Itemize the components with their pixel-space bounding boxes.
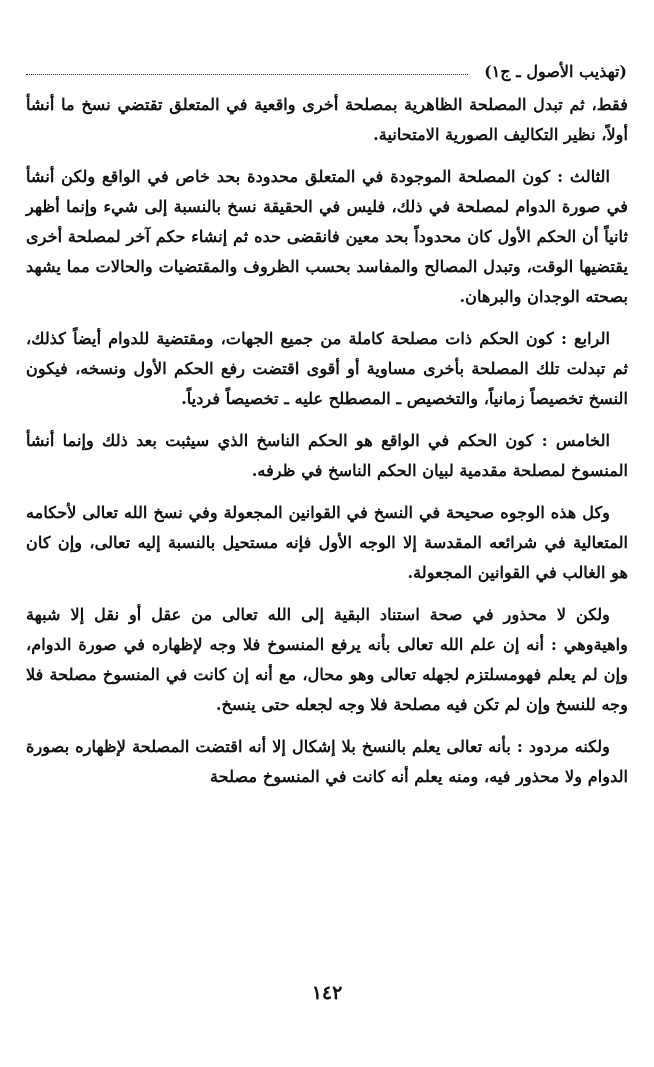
- paragraph-third: الثالث : كون المصلحة الموجودة في المتعلق محدودة بحد خاص في الواقع ولكن أنشأ في صورة الدوام لمصلحة في ذلك، فليس في الحقيقة نسخ بالنسبة إلى شيء وإنما أظهر ثانياً أن الحكم الأول كان محدوداً بحد معين فانقضى حده ثم إنشاء حكم آخر لمصلحة أخرى يقتضيها الوقت، وتبدل المصالح والمفاسد بحسب الظروف والمقتضيات والحالات مما يشهد بصحته الوجدان والبرهان.: [26, 167, 628, 306]
- page-number: ١٤٢: [311, 982, 343, 1004]
- header-dotted-rule: [26, 74, 468, 75]
- running-header-title: (تهذيب الأصول ـ ج١): [484, 61, 627, 81]
- page-body: [26, 90, 628, 804]
- running-header: [26, 58, 627, 84]
- paragraph-fourth: الرابع : كون الحكم ذات مصلحة كاملة من جميع الجهات، ومقتضية للدوام أيضاً كذلك، ثم تبدلت تلك المصلحة بأخرى مساوية أو أقوى اقتضت رفع الحكم الأول ونسخه، فيكون النسخ تخصيصاً زمانياً، والتخصيص ـ المصطلح عليه ـ تخصيصاً فردياً.: [26, 329, 628, 408]
- paragraph-objection: ولكن لا محذور في صحة استناد البقية إلى الله تعالى من عقل أو نقل إلا شبهة واهيةوهي : أنه إن علم الله تعالى بأنه يرفع المنسوخ فلا وجه لإظهاره في صورة الدوام، وإن لم يعلم فهومسلتزم لجهله تعالى وهو محال، مع أنه إن كانت في المنسوخ مصلحة فلا وجه للنسخ وإن لم تكن فيه مصلحة فلا وجه لجعله حتى ينسخ.: [26, 605, 628, 714]
- paragraph-fifth: الخامس : كون الحكم في الواقع هو الحكم الناسخ الذي سيثبت بعد ذلك وإنما أنشأ المنسوخ لمصلحة مقدمية لبيان الحكم الناسخ في ظرفه.: [26, 431, 628, 480]
- paragraph-all-aspects: وكل هذه الوجوه صحيحة في النسخ في القوانين المجعولة وفي نسخ الله تعالى لأحكامه المتعالية في شرائعه المقدسة إلا الوجه الأول فإنه مستحيل بالنسبة إليه تعالى، وإن كان هو الغالب في القوانين المجعولة.: [26, 503, 628, 582]
- paragraph-continuation: فقط، ثم تبدل المصلحة الظاهرية بمصلحة أخرى واقعية في المتعلق تقتضي نسخ ما أنشأ أولاً، نظير التكاليف الصورية الامتحانية.: [26, 95, 628, 144]
- paragraph-reply: ولكنه مردود : بأنه تعالى يعلم بالنسخ بلا إشكال إلا أنه اقتضت المصلحة لإظهاره بصورة الدوام ولا محذور فيه، ومنه يعلم أنه كانت في المنسوخ مصلحة: [26, 737, 628, 786]
